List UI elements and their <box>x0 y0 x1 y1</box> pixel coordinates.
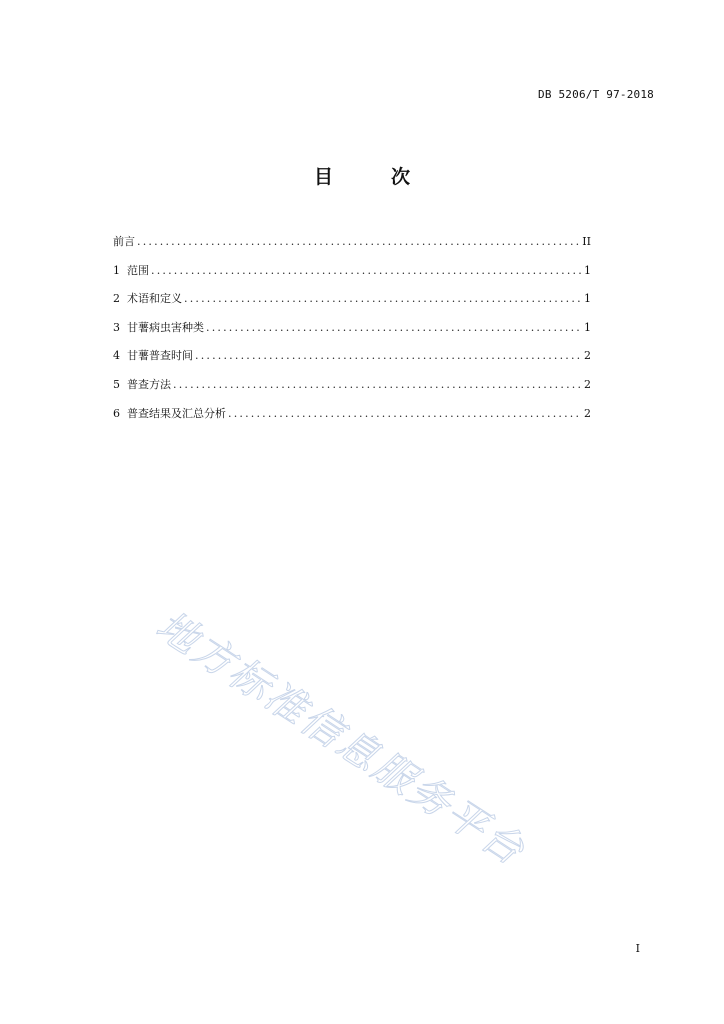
toc-entry-terms[interactable] <box>113 290 591 319</box>
toc-entry-label: 普查结果及汇总分析 <box>127 406 226 420</box>
document-code: DB 5206/T 97-2018 <box>538 88 654 101</box>
toc-entry-survey-method[interactable] <box>113 376 591 405</box>
toc-leader-dots <box>137 235 580 248</box>
toc-entry-page: 2 <box>584 406 591 420</box>
toc-entry-survey-time[interactable] <box>113 347 591 376</box>
toc-entry-number: 1 <box>113 263 120 277</box>
watermark-text: 地方标准信息服务平台 <box>148 602 534 876</box>
toc-entry-scope[interactable] <box>113 262 591 291</box>
toc-entry-number: 2 <box>113 292 120 306</box>
toc-entry-results-analysis[interactable] <box>113 405 591 434</box>
toc-leader-dots <box>151 264 582 277</box>
toc-leader-dots <box>184 292 582 305</box>
toc-entry-page: 2 <box>584 377 591 391</box>
toc-entry-page: II <box>582 235 591 248</box>
toc-entry-number: 6 <box>113 406 120 420</box>
toc-leader-dots <box>173 378 582 391</box>
toc-entry-page: 1 <box>584 320 591 334</box>
toc-leader-dots <box>206 321 582 334</box>
toc-entry-page: 1 <box>584 263 591 277</box>
toc-entry-label: 术语和定义 <box>127 292 182 306</box>
toc-entry-label: 甘薯普查时间 <box>127 349 193 363</box>
toc-title: 目次 <box>313 166 468 188</box>
toc-entry-label: 普查方法 <box>127 377 171 391</box>
toc-entry-pest-types[interactable] <box>113 319 591 348</box>
toc-entry-number: 5 <box>113 377 120 391</box>
toc-list <box>113 233 591 433</box>
toc-leader-dots <box>228 407 582 420</box>
toc-entry-label: 范围 <box>127 263 149 277</box>
toc-entry-page: 1 <box>584 292 591 306</box>
toc-entry-page: 2 <box>584 349 591 363</box>
toc-entry-label: 前言 <box>113 235 135 248</box>
toc-leader-dots <box>195 349 582 362</box>
toc-entry-number: 3 <box>113 320 120 334</box>
toc-entry-number: 4 <box>113 349 120 363</box>
toc-entry-foreword[interactable] <box>113 233 591 262</box>
page-number: I <box>635 942 640 955</box>
toc-entry-label: 甘薯病虫害种类 <box>127 320 204 334</box>
